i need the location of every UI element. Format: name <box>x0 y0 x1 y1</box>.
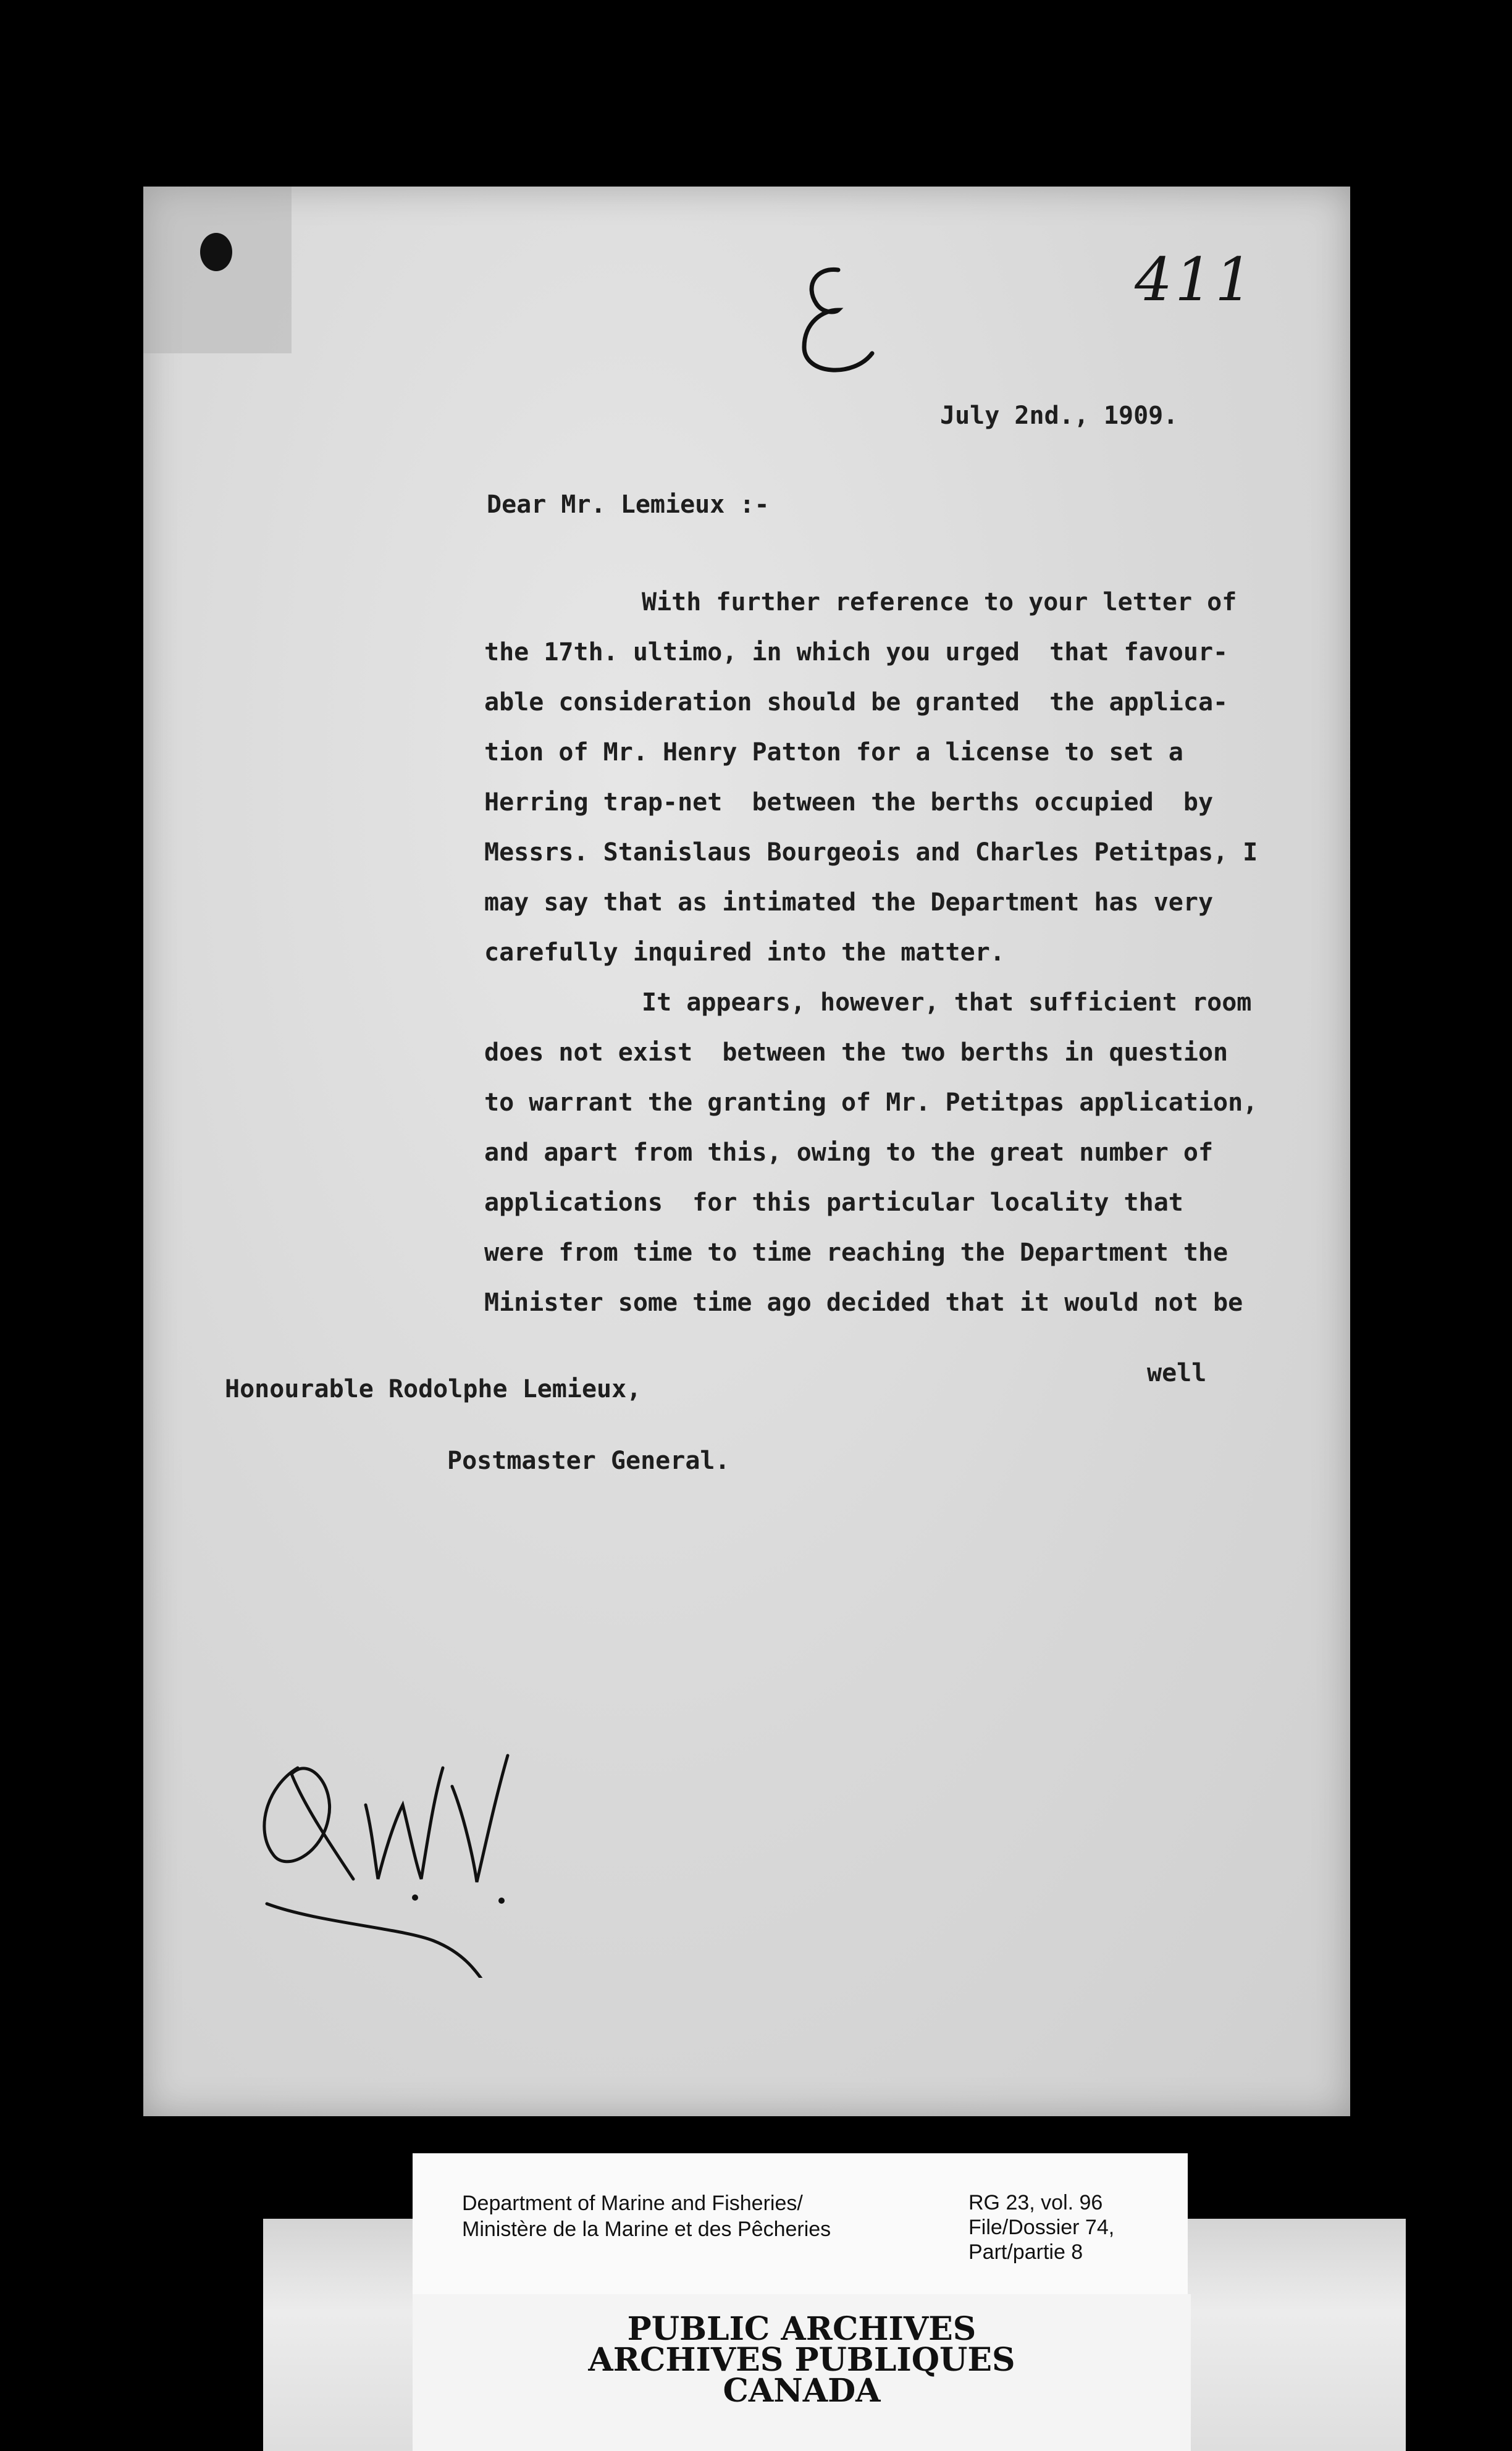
letter-body <box>484 588 1306 1339</box>
reference-line: RG 23, vol. 96 <box>968 2191 1103 2214</box>
archive-reference <box>968 2190 1114 2264</box>
reference-line: File/Dossier 74, <box>968 2216 1115 2239</box>
body-line: to warrant the granting of Mr. Petitpas application, <box>484 1088 1258 1117</box>
handwritten-initials <box>230 1718 576 1978</box>
body-line: Minister some time ago decided that it would not be <box>484 1289 1243 1317</box>
stamp-line: ARCHIVES PUBLIQUES <box>588 2341 1015 2379</box>
punch-hole <box>200 233 232 271</box>
stamp-line: CANADA <box>723 2372 881 2410</box>
body-line: tion of Mr. Henry Patton for a license to set a <box>484 738 1183 767</box>
body-line: Herring trap-net between the berths occupied by <box>484 788 1214 817</box>
letter-date: July 2nd., 1909. <box>940 401 1178 430</box>
margin-annotation-mark <box>779 261 903 384</box>
addressee-name: Honourable Rodolphe Lemieux, <box>225 1375 642 1403</box>
salutation: Dear Mr. Lemieux :- <box>487 490 770 519</box>
department-name <box>462 2190 831 2242</box>
body-line: With further reference to your letter of <box>642 588 1237 616</box>
archives-stamp-text <box>413 2310 1191 2410</box>
body-line: the 17th. ultimo, in which you urged that favour- <box>484 638 1228 666</box>
body-line: applications for this particular locality that <box>484 1188 1183 1217</box>
body-line: Messrs. Stanislaus Bourgeois and Charles Petitpas, I <box>484 838 1258 867</box>
body-line: may say that as intimated the Department has very <box>484 888 1214 917</box>
body-line: does not exist between the two berths in question <box>484 1038 1228 1067</box>
stamp-line: PUBLIC ARCHIVES <box>627 2310 976 2348</box>
body-line: carefully inquired into the matter. <box>484 938 1005 967</box>
body-line: able consideration should be granted the applica- <box>484 688 1228 717</box>
folio-number: 411 <box>1135 245 1256 314</box>
body-line: and apart from this, owing to the great number of <box>484 1138 1214 1167</box>
continuation-word: well <box>1147 1359 1207 1387</box>
archives-stamp-panel <box>413 2294 1191 2451</box>
department-name-fr: Ministère de la Marine et des Pêcheries <box>462 2218 831 2241</box>
reference-line: Part/partie 8 <box>968 2240 1083 2264</box>
body-line: It appears, however, that sufficient room <box>642 988 1252 1017</box>
letter-page <box>143 187 1350 2116</box>
archive-reference-label <box>413 2153 1188 2294</box>
department-name-en: Department of Marine and Fisheries/ <box>462 2192 803 2215</box>
addressee-title: Postmaster General. <box>447 1447 730 1475</box>
body-line: were from time to time reaching the Department the <box>484 1238 1228 1267</box>
